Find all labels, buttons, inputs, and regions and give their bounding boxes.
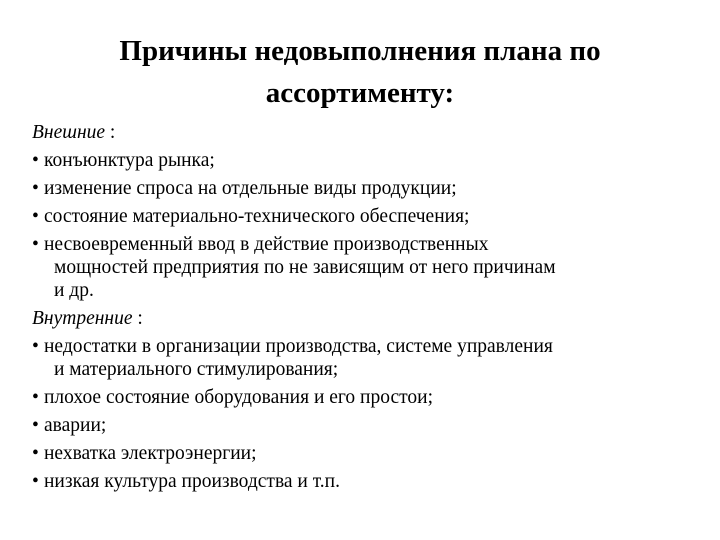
list-item bbox=[32, 149, 692, 172]
list-item-line bbox=[32, 205, 692, 228]
internal-heading-suffix: : bbox=[132, 308, 143, 329]
list-item-text: и материального стимулирования; bbox=[54, 359, 339, 380]
list-item-text: низкая культура производства и т.п. bbox=[44, 471, 340, 492]
bullet-icon: • bbox=[32, 178, 39, 199]
list-item-text: несвоевременный ввод в действие производственных bbox=[44, 234, 489, 255]
list-item-text: плохое состояние оборудования и его простои; bbox=[44, 387, 433, 408]
bullet-icon: • bbox=[32, 443, 39, 464]
list-item bbox=[32, 233, 692, 302]
internal-heading bbox=[32, 307, 692, 330]
list-item-line bbox=[32, 442, 692, 465]
list-item-text: недостатки в организации производства, системе управления bbox=[44, 336, 553, 357]
list-item-text: изменение спроса на отдельные виды продукции; bbox=[44, 178, 457, 199]
list-item-line bbox=[54, 256, 692, 279]
list-item bbox=[32, 442, 692, 465]
slide-title bbox=[60, 30, 660, 114]
list-item bbox=[32, 335, 692, 381]
bullet-icon: • bbox=[32, 234, 39, 255]
internal-heading-label: Внутренние bbox=[32, 308, 133, 329]
list-item bbox=[32, 205, 692, 228]
external-list bbox=[32, 149, 692, 302]
list-item bbox=[32, 177, 692, 200]
bullet-icon: • bbox=[32, 150, 39, 171]
external-heading bbox=[32, 121, 692, 144]
slide-content bbox=[32, 121, 692, 498]
title-line-1: Причины недовыполнения плана по bbox=[119, 35, 601, 67]
external-heading-label: Внешние bbox=[32, 122, 106, 143]
list-item-line bbox=[32, 233, 692, 256]
title-line-2: ассортименту: bbox=[265, 77, 455, 109]
list-item-line bbox=[32, 386, 692, 409]
list-item-line bbox=[32, 470, 692, 493]
external-heading-suffix: : bbox=[105, 122, 116, 143]
bullet-icon: • bbox=[32, 415, 39, 436]
list-item-text: нехватка электроэнергии; bbox=[44, 443, 257, 464]
list-item-text: конъюнктура рынка; bbox=[44, 150, 215, 171]
bullet-icon: • bbox=[32, 471, 39, 492]
list-item-text: и др. bbox=[54, 280, 94, 301]
list-item bbox=[32, 414, 692, 437]
list-item-line bbox=[32, 335, 692, 358]
list-item-text: состояние материально-технического обеспечения; bbox=[44, 206, 470, 227]
bullet-icon: • bbox=[32, 206, 39, 227]
list-item-line bbox=[32, 414, 692, 437]
internal-list bbox=[32, 335, 692, 493]
list-item-text: мощностей предприятия по не зависящим от него причинам bbox=[54, 257, 556, 278]
list-item-line bbox=[32, 149, 692, 172]
list-item-line bbox=[32, 177, 692, 200]
list-item bbox=[32, 386, 692, 409]
list-item-line bbox=[54, 279, 692, 302]
list-item bbox=[32, 470, 692, 493]
list-item-line bbox=[54, 358, 692, 381]
list-item-text: аварии; bbox=[44, 415, 107, 436]
bullet-icon: • bbox=[32, 336, 39, 357]
bullet-icon: • bbox=[32, 387, 39, 408]
